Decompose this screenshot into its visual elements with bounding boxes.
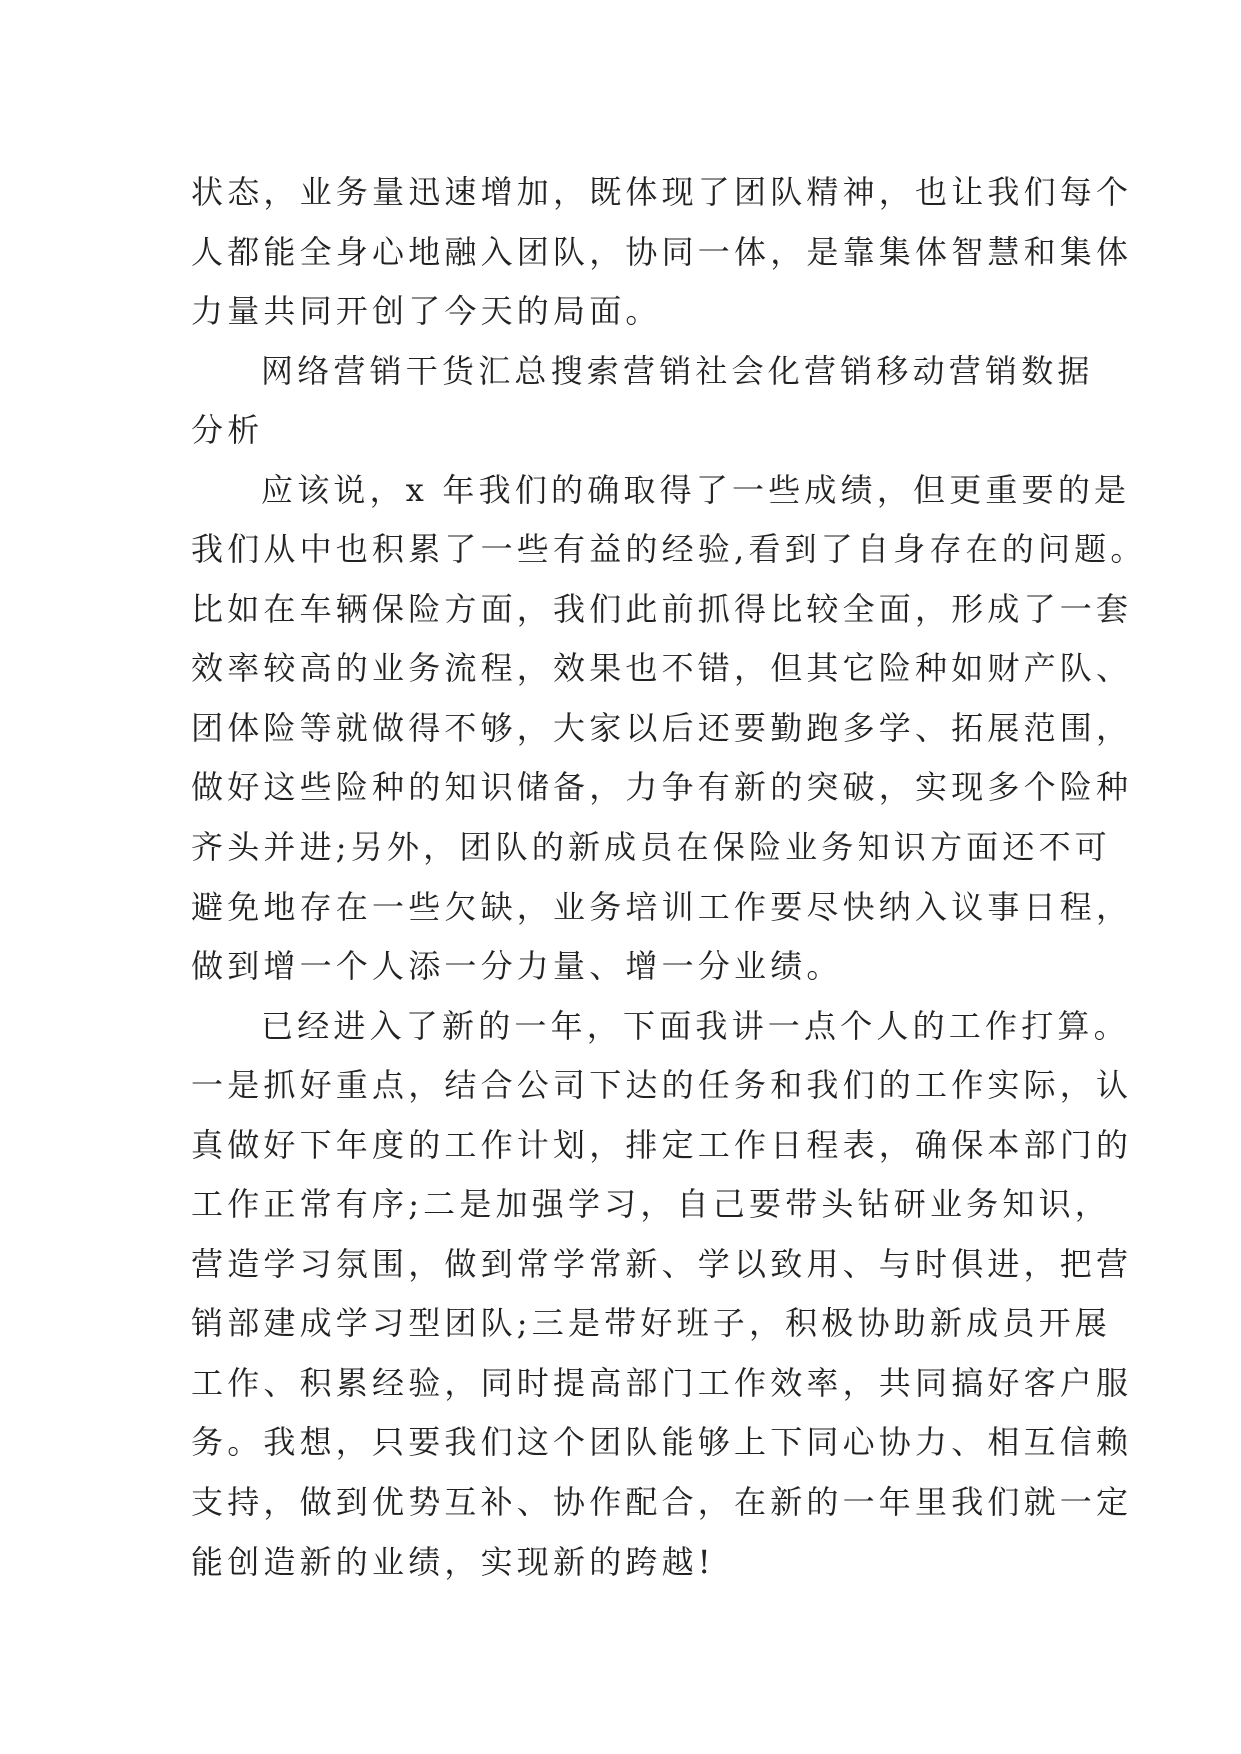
text-line: 工作、积累经验，同时提高部门工作效率，共同搞好客户服 bbox=[191, 1363, 1133, 1402]
text-line: 营造学习氛围，做到常学常新、学以致用、与时俱进，把营 bbox=[191, 1244, 1133, 1283]
text-line: 能创造新的业绩，实现新的跨越! bbox=[191, 1542, 715, 1581]
text-line: 一是抓好重点，结合公司下达的任务和我们的工作实际，认 bbox=[191, 1066, 1133, 1105]
text-line: 销部建成学习型团队;三是带好班子，积极协助新成员开展 bbox=[191, 1304, 1111, 1343]
paragraph-heading-line: 网络营销干货汇总搜索营销社会化营销移动营销数据 bbox=[261, 351, 1094, 390]
text-line: 做好这些险种的知识储备，力争有新的突破，实现多个险种 bbox=[191, 768, 1133, 807]
text-line: 人都能全身心地融入团队，协同一体，是靠集体智慧和集体 bbox=[191, 232, 1133, 271]
text-line: 务。我想，只要我们这个团队能够上下同心协力、相互信赖 bbox=[191, 1423, 1133, 1462]
text-line: 力量共同开创了今天的局面。 bbox=[191, 292, 662, 331]
paragraph-start-line: 应该说，x 年我们的确取得了一些成绩，但更重要的是 bbox=[261, 470, 1131, 509]
text-line: 工作正常有序;二是加强学习，自己要带头钻研业务知识， bbox=[191, 1185, 1111, 1224]
text-line: 我们从中也积累了一些有益的经验,看到了自身存在的问题。 bbox=[191, 530, 1147, 569]
text-line: 做到增一个人添一分力量、增一分业绩。 bbox=[191, 947, 843, 986]
text-line: 齐头并进;另外，团队的新成员在保险业务知识方面还不可 bbox=[191, 828, 1111, 867]
text-line: 状态，业务量迅速增加，既体现了团队精神，也让我们每个 bbox=[191, 173, 1133, 211]
text-line: 避免地存在一些欠缺，业务培训工作要尽快纳入议事日程， bbox=[191, 887, 1133, 926]
text-line: 团体险等就做得不够，大家以后还要勤跑多学、拓展范围， bbox=[191, 708, 1133, 747]
text-line: 支持，做到优势互补、协作配合，在新的一年里我们就一定 bbox=[191, 1483, 1133, 1522]
text-line: 效率较高的业务流程，效果也不错，但其它险种如财产队、 bbox=[191, 649, 1133, 688]
text-line: 比如在车辆保险方面，我们此前抓得比较全面，形成了一套 bbox=[191, 589, 1133, 628]
text-line: 真做好下年度的工作计划，排定工作日程表，确保本部门的 bbox=[191, 1125, 1133, 1164]
document-body bbox=[191, 163, 1147, 1592]
paragraph-start-line: 已经进入了新的一年，下面我讲一点个人的工作打算。 bbox=[261, 1006, 1130, 1045]
text-line: 分析 bbox=[191, 411, 264, 450]
